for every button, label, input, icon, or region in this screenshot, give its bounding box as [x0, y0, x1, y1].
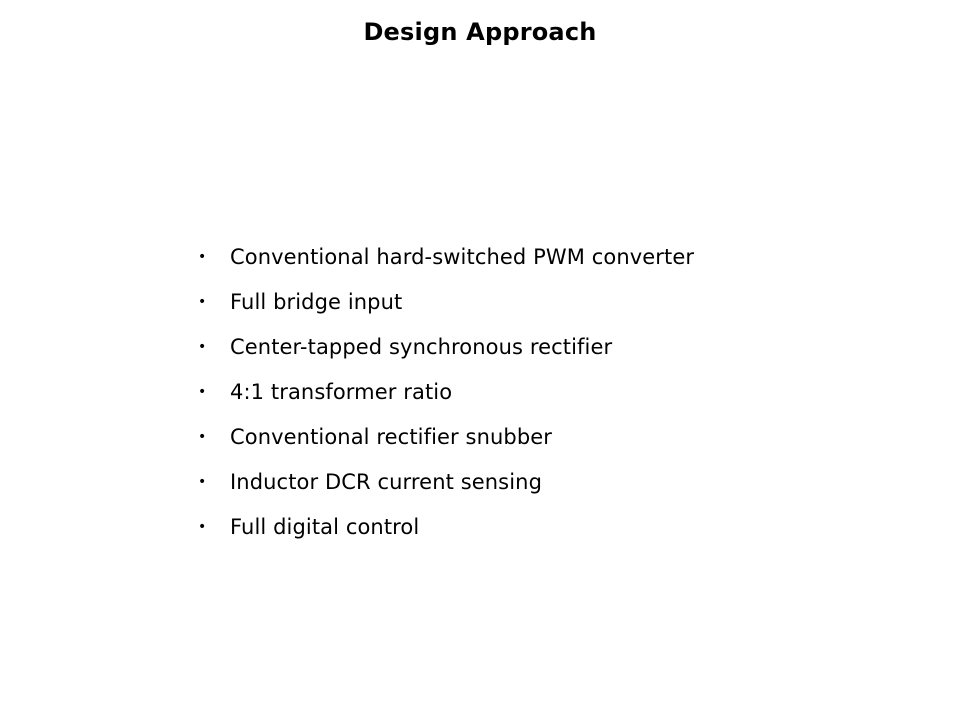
bullet-text: Full digital control: [230, 514, 420, 539]
bullet-item: [196, 279, 694, 324]
bullet-text: Inductor DCR current sensing: [230, 469, 542, 494]
bullet-item: [196, 414, 694, 459]
bullet-icon: •: [198, 338, 207, 355]
bullet-text: 4:1 transformer ratio: [230, 379, 453, 404]
bullet-icon: •: [198, 293, 207, 310]
bullet-item: [196, 459, 694, 504]
bullet-item: [196, 504, 694, 549]
slide-title: Design Approach: [363, 18, 597, 46]
bullet-icon: •: [198, 428, 207, 445]
bullet-text: Center-tapped synchronous rectifier: [230, 334, 613, 359]
bullet-item: [196, 369, 694, 414]
bullet-text: Conventional hard-switched PWM converter: [230, 244, 695, 269]
bullet-text: Full bridge input: [230, 289, 403, 314]
bullet-item: [196, 324, 694, 369]
bullet-list: [196, 234, 694, 549]
bullet-item: [196, 234, 694, 279]
bullet-icon: •: [198, 248, 207, 265]
bullet-icon: •: [198, 518, 207, 535]
bullet-icon: •: [198, 383, 207, 400]
bullet-text: Conventional rectifier snubber: [230, 424, 553, 449]
bullet-icon: •: [198, 473, 207, 490]
